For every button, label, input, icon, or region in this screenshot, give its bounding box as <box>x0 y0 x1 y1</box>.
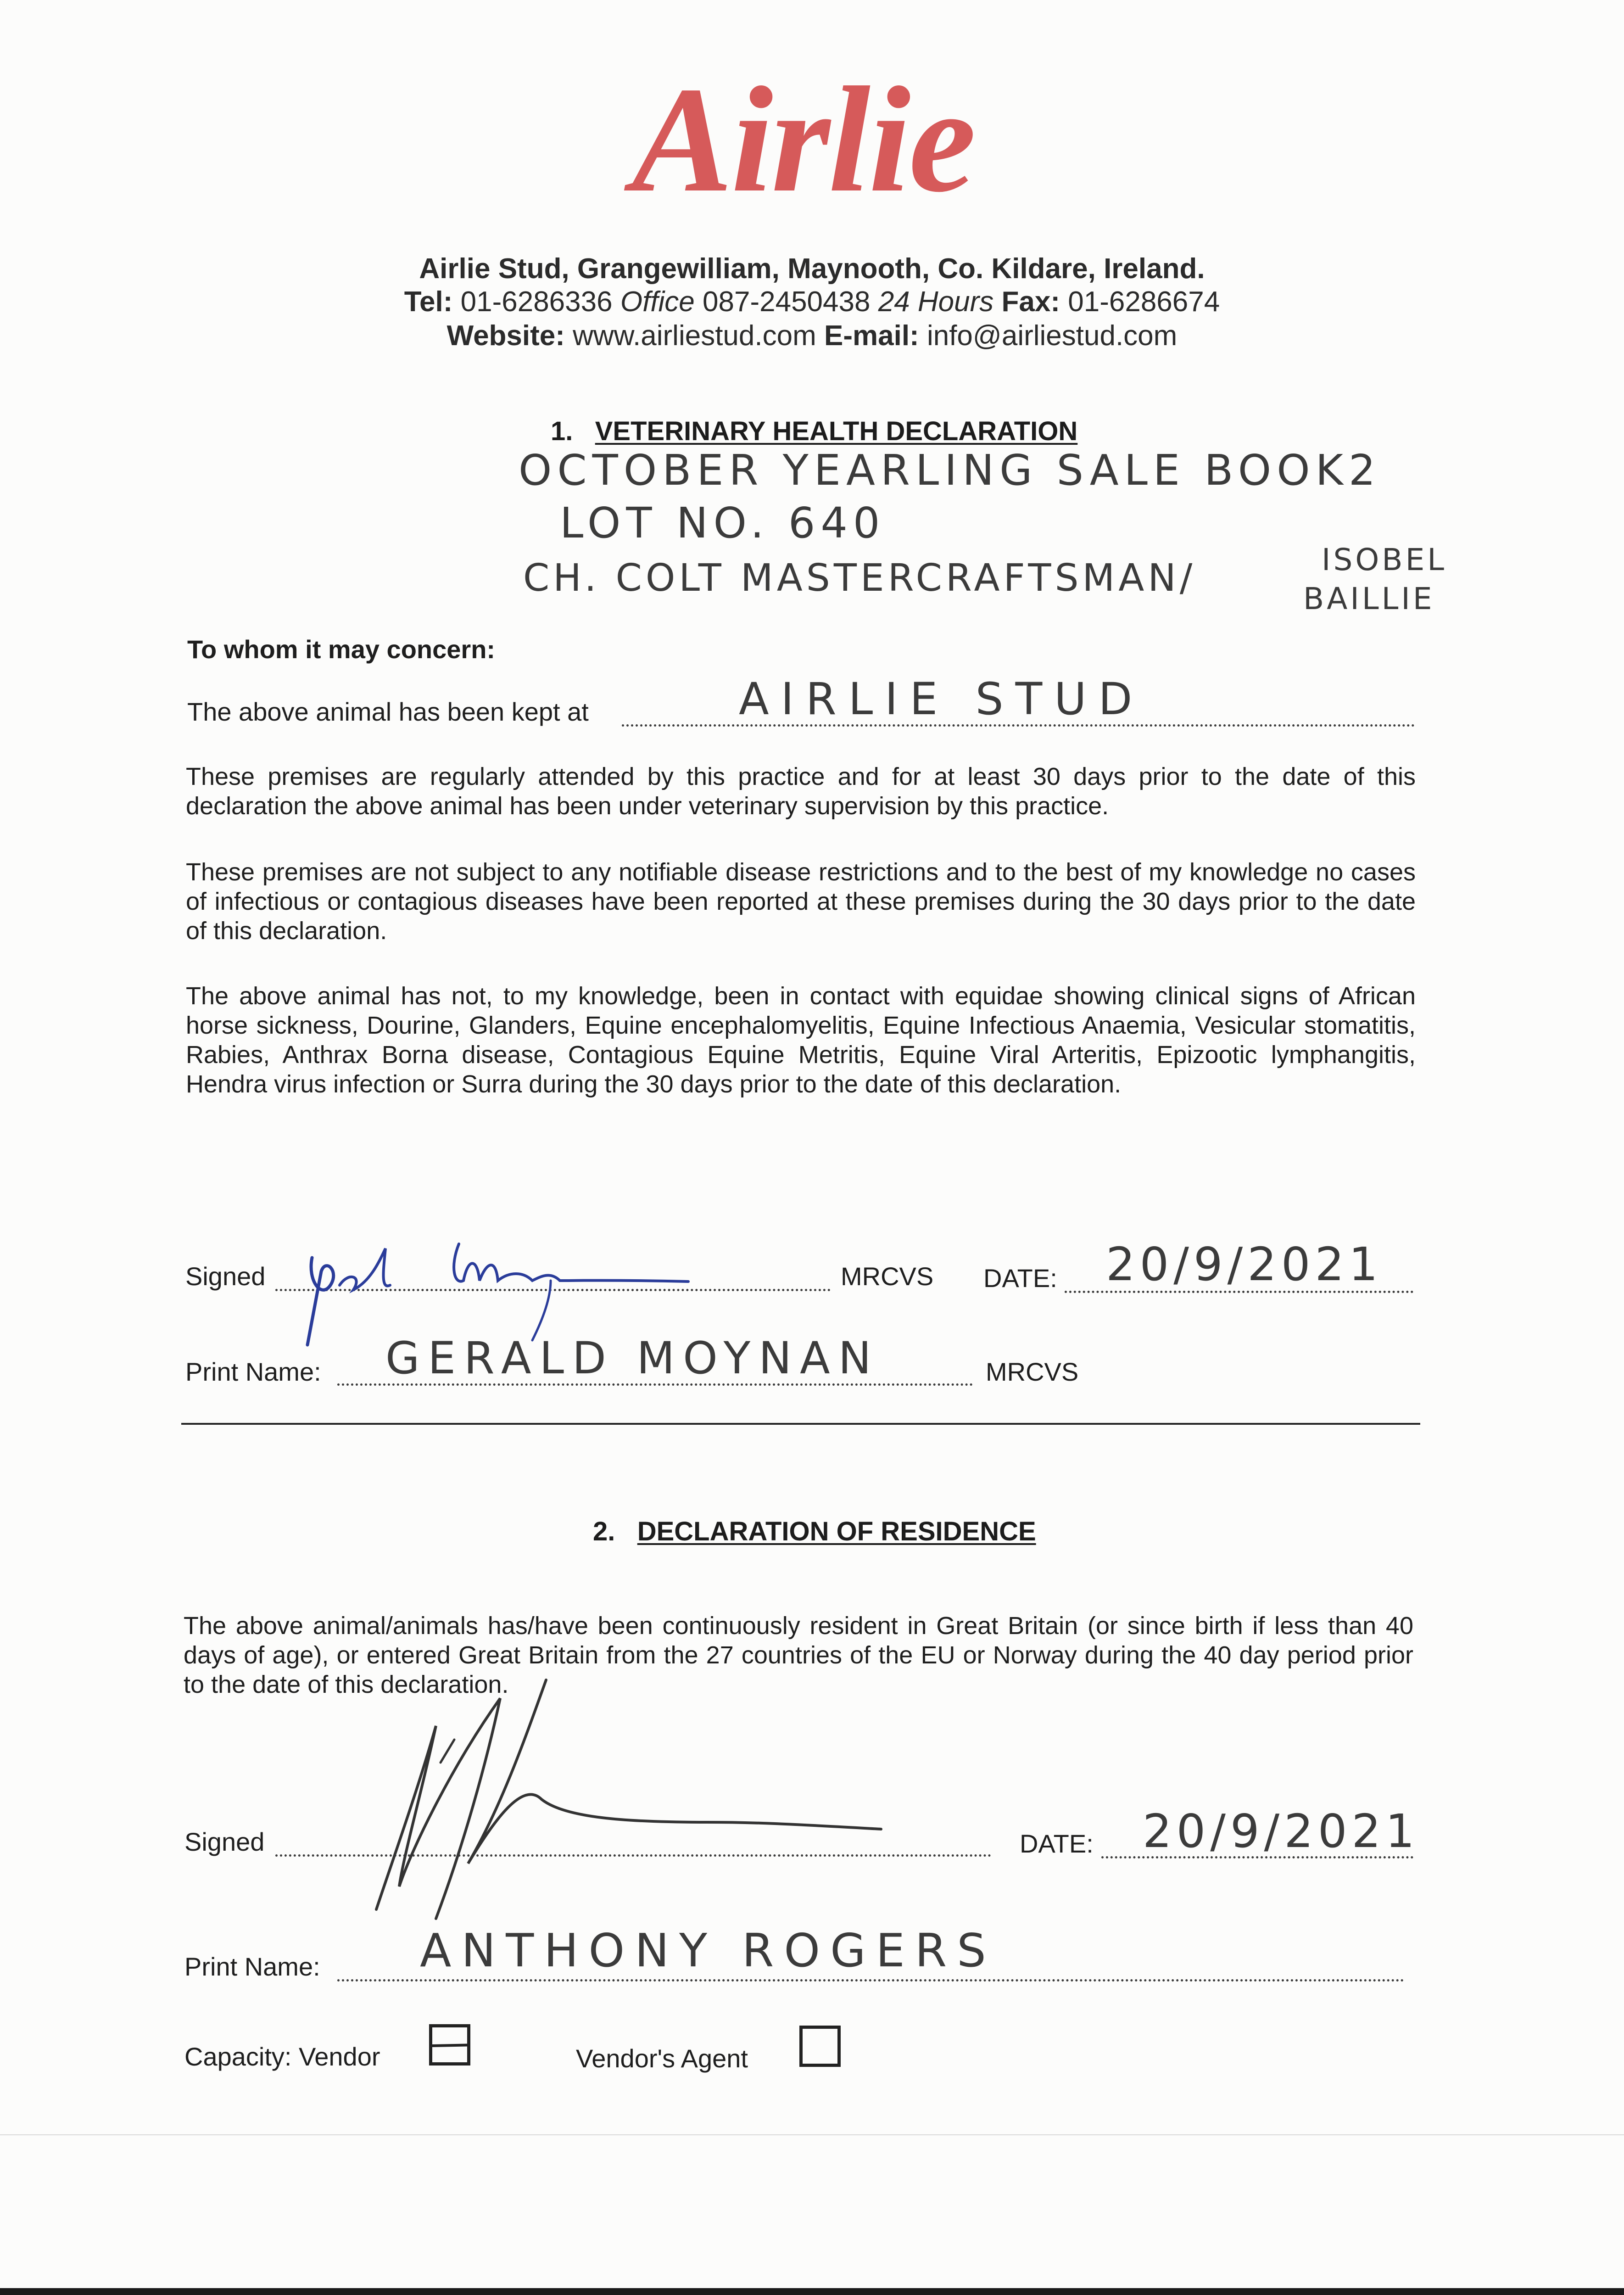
kept-at-label: The above animal has been kept at <box>187 697 589 726</box>
capacity-agent-label: Vendor's Agent <box>576 2044 748 2073</box>
vet-print-name-value: GERALD MOYNAN <box>385 1332 880 1384</box>
website-label: Website: <box>446 320 565 352</box>
fax-label: Fax: <box>1001 286 1060 318</box>
handwritten-horse: CH. COLT MASTERCRAFTSMAN/ <box>523 556 1196 600</box>
address: Airlie Stud, Grangewilliam, Maynooth, Co. Kildare, Ireland. <box>419 253 1205 285</box>
capacity-vendor-label: Capacity: Vendor <box>184 2042 380 2071</box>
vendor-print-name-value: ANTHONY ROGERS <box>420 1924 996 1977</box>
email: info@airliestud.com <box>926 320 1178 352</box>
vet-date-label: DATE: <box>983 1264 1057 1293</box>
salutation: To whom it may concern: <box>187 635 496 664</box>
para-premises-attended: These premises are regularly attended by this practice and for at least 30 days prior to the date of this declaration the above animal has been under veterinary supervision by this practice. <box>186 763 1416 820</box>
email-label: E-mail: <box>824 320 919 352</box>
para-residence: The above animal/animals has/have been continuously resident in Great Britain (or since birth if less than 40 days of age), or entered Great Britain from the 27 countries of the EU or Norway during the 40 day period prior to the date of this declaration. <box>184 1612 1413 1698</box>
section2-number: 2. <box>593 1517 615 1546</box>
capacity-agent-checkbox <box>799 2026 841 2067</box>
kept-at-value: AIRLIE STUD <box>739 673 1144 725</box>
vendor-date-label: DATE: <box>1020 1829 1094 1858</box>
para-no-contact: The above animal has not, to my knowledge, been in contact with equidae showing clinical signs of African horse sickness, Dourine, Glanders, Equine encephalomyelitis, Equine Infectious Anaemia, Vesicular stomatitis, Rabies, Anthrax Borna disease, Contagious Equine Metritis, Equine Viral Arteritis, Epizootic lymphangitis, Hendra virus infection or Surra during the 30 days prior to the date of this declaration. <box>186 982 1416 1098</box>
tel-label: Tel: <box>404 286 453 318</box>
section2-heading: DECLARATION OF RESIDENCE <box>637 1517 1036 1546</box>
vendor-date-value: 20/9/2021 <box>1143 1804 1419 1858</box>
vet-date-value: 20/9/2021 <box>1106 1237 1383 1291</box>
fax-number: 01-6286674 <box>1068 286 1220 318</box>
airlie-logo: Airlie <box>631 56 975 224</box>
tel-number: 01-6286336 <box>460 286 613 318</box>
capacity-vendor-checkbox <box>429 2024 470 2066</box>
mobile-number: 087-2450438 <box>703 286 871 318</box>
section2-title <box>593 1516 1036 1548</box>
handwritten-dam: ISOBEL <box>1322 542 1447 577</box>
vet-signed-label: Signed <box>185 1262 266 1291</box>
section1-heading: VETERINARY HEALTH DECLARATION <box>595 416 1078 446</box>
scan-line <box>0 2134 1624 2135</box>
handwritten-dam-2: BAILLIE <box>1303 581 1435 616</box>
para-no-restrictions: These premises are not subject to any notifiable disease restrictions and to the best of my knowledge no cases of infectious or contagious diseases have been reported at these premises during the 30 days prior to the date of this declaration. <box>186 858 1416 945</box>
scan-edge <box>0 2288 1624 2295</box>
checkbox-tick-icon <box>432 2027 467 2062</box>
web-line <box>0 319 1624 353</box>
vendor-signature <box>349 1671 899 1928</box>
section1-title <box>551 415 1077 448</box>
vet-signature <box>294 1230 707 1349</box>
tel-office: Office <box>620 286 695 318</box>
vendor-print-name-label: Print Name: <box>184 1952 320 1981</box>
mobile-hours: 24 Hours <box>878 286 994 318</box>
section1-number: 1. <box>551 416 573 446</box>
vet-print-name-suffix: MRCVS <box>986 1357 1079 1386</box>
handwritten-lot: LOT NO. 640 <box>560 498 886 548</box>
vet-print-name-label: Print Name: <box>185 1357 321 1386</box>
website: www.airliestud.com <box>573 320 816 352</box>
contact-line <box>0 285 1624 319</box>
vet-signed-suffix: MRCVS <box>841 1262 934 1291</box>
address-line <box>0 252 1624 286</box>
vendor-print-name-line <box>337 1979 1404 1982</box>
handwritten-sale: OCTOBER YEARLING SALE BOOK2 <box>519 446 1381 495</box>
vendor-signed-label: Signed <box>184 1827 265 1856</box>
section-divider <box>181 1423 1420 1425</box>
